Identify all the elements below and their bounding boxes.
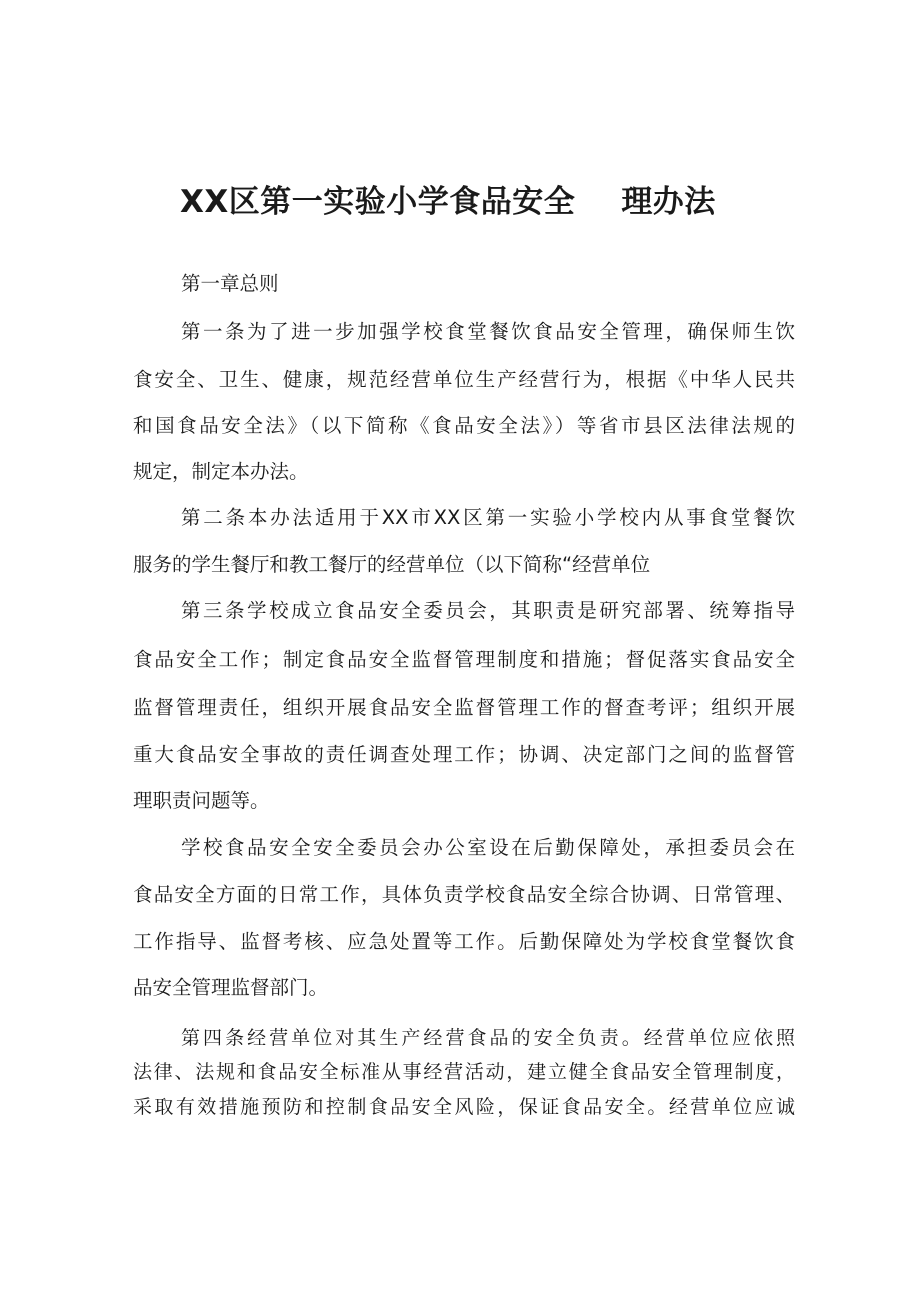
paragraph-line: 食品安全方面的日常工作，具体负责学校食品安全综合协调、日常管理、 [133, 883, 795, 906]
document-title-part2: 理办法 [621, 184, 716, 220]
document-title [180, 176, 780, 221]
paragraph-line: 采取有效措施预防和控制食品安全风险，保证食品安全。经营单位应诚 [133, 1096, 795, 1118]
paragraph-line: 食安全、卫生、健康，规范经营单位生产经营行为，根据《中华人民共 [133, 368, 795, 391]
paragraph-line: 法律、法规和食品安全标准从事经营活动，建立健全食品安全管理制度， [133, 1061, 795, 1083]
paragraph-line: 重大食品安全事故的责任调查处理工作；协调、决定部门之间的监督管 [133, 743, 795, 766]
paragraph-line: 工作指导、监督考核、应急处置等工作。后勤保障处为学校食堂餐饮食 [133, 930, 795, 953]
paragraph-line: 服务的学生餐厅和教工餐厅的经营单位（以下简称“经营单位 [133, 553, 651, 576]
paragraph-line: 理职责问题等。 [133, 789, 270, 812]
paragraph-line: 监督管理责任，组织开展食品安全监督管理工作的督查考评；组织开展 [133, 696, 795, 719]
paragraph-line: 和国食品安全法》（以下简称《食品安全法》）等省市县区法律法规的 [133, 414, 795, 437]
paragraph-line: 学校食品安全安全委员会办公室设在后勤保障处，承担委员会在 [181, 836, 795, 859]
chapter-heading: 第一章总则 [181, 272, 279, 295]
paragraph-line: 第三条学校成立食品安全委员会，其职责是研究部署、统筹指导 [181, 599, 795, 622]
paragraph-line: 第四条经营单位对其生产经营食品的安全负责。经营单位应依照 [181, 1027, 795, 1049]
paragraph-line: 第一条为了进一步加强学校食堂餐饮食品安全管理，确保师生饮 [181, 320, 795, 343]
paragraph-line: 食品安全工作；制定食品安全监督管理制度和措施；督促落实食品安全 [133, 648, 795, 671]
paragraph-line: 品安全管理监督部门。 [133, 976, 329, 999]
document-title-part1: XX区第一实验小学食品安全 [180, 184, 576, 220]
paragraph-line: 第二条本办法适用于XX市XX区第一实验小学校内从事食堂餐饮 [181, 506, 795, 529]
paragraph-line: 规定，制定本办法。 [133, 460, 309, 483]
